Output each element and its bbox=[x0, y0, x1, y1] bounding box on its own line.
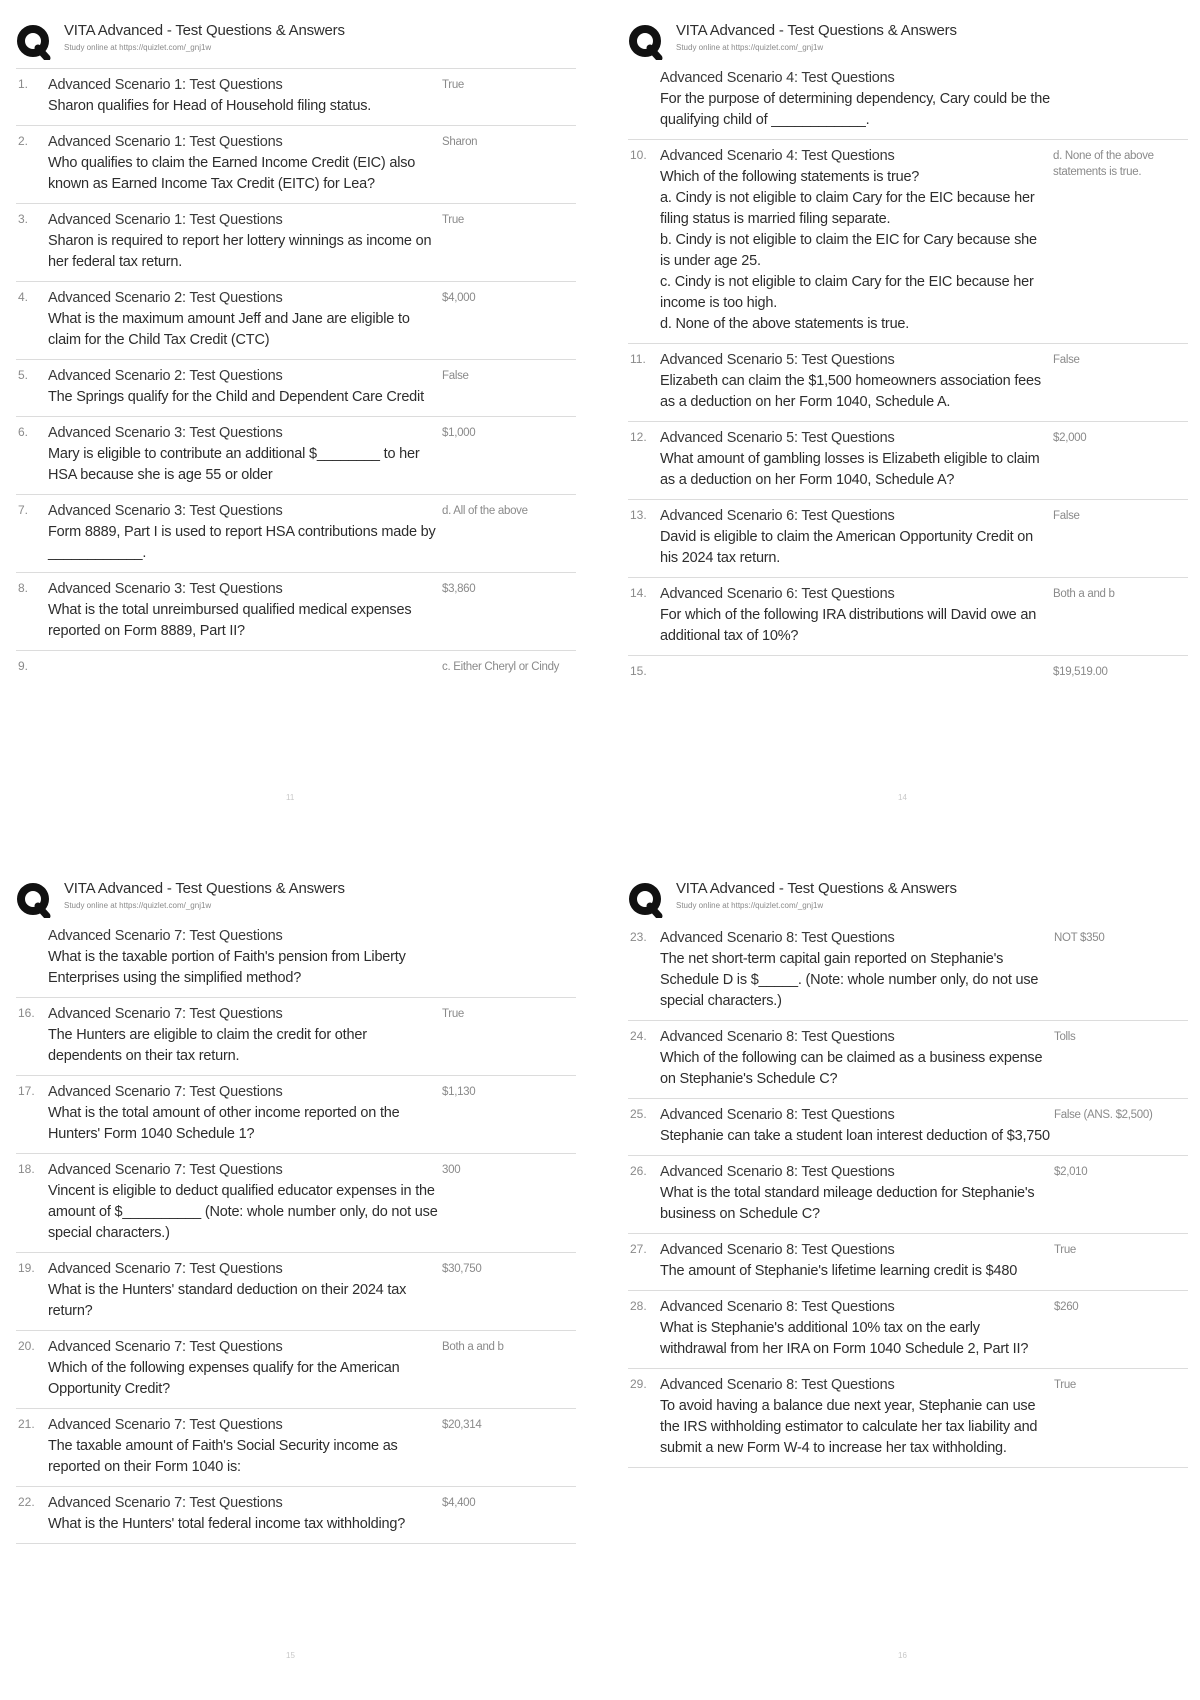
qa-item-29 bbox=[628, 1369, 1188, 1468]
question-text: Elizabeth can claim the $1,500 homeowners association fees as a deduction on her Form 1040, Schedule A. bbox=[660, 373, 1041, 410]
page-number: 15 bbox=[286, 1651, 295, 1660]
page-header bbox=[16, 22, 576, 66]
qa-item-7 bbox=[16, 495, 576, 573]
question-text: The Springs qualify for the Child and Dependent Care Credit bbox=[48, 389, 424, 405]
qa-item-4 bbox=[16, 282, 576, 360]
question-text: What is Stephanie's additional 10% tax on the early withdrawal from her IRA on Form 1040 Schedule 2, Part II? bbox=[660, 1320, 1029, 1357]
question-title: Advanced Scenario 7: Test Questions bbox=[48, 928, 283, 944]
question-number: 7. bbox=[18, 503, 29, 517]
document-title: VITA Advanced - Test Questions & Answers bbox=[676, 22, 957, 39]
question-text: What amount of gambling losses is Elizabeth eligible to claim as a deduction on her Form 1040, Schedule A? bbox=[660, 451, 1040, 488]
qa-item-16 bbox=[16, 998, 576, 1076]
question-text: The net short-term capital gain reported on Stephanie's Schedule D is $_____. (Note: whole number only, do not use special characters.) bbox=[660, 951, 1039, 1009]
question-title: Advanced Scenario 1: Test Questions bbox=[48, 212, 283, 228]
question-title: Advanced Scenario 2: Test Questions bbox=[48, 368, 283, 384]
qa-item-5 bbox=[16, 360, 576, 417]
quizlet-logo-icon bbox=[16, 24, 52, 60]
question-number: 17. bbox=[18, 1084, 35, 1098]
answer-text: Both a and b bbox=[442, 1341, 504, 1353]
question-title: Advanced Scenario 2: Test Questions bbox=[48, 290, 283, 306]
question-title: Advanced Scenario 1: Test Questions bbox=[48, 77, 283, 93]
page-header bbox=[628, 22, 1188, 66]
answer-text: False bbox=[442, 370, 469, 382]
question-title: Advanced Scenario 4: Test Questions bbox=[660, 70, 895, 86]
answer-text: $3,860 bbox=[442, 583, 476, 595]
answer-text: d. All of the above bbox=[442, 505, 528, 517]
question-number: 16. bbox=[18, 1006, 35, 1020]
question-number: 26. bbox=[630, 1164, 647, 1178]
question-text: The amount of Stephanie's lifetime learning credit is $480 bbox=[660, 1263, 1018, 1279]
qa-item-1 bbox=[16, 68, 576, 126]
answer-text: NOT $350 bbox=[1054, 932, 1105, 944]
question-number: 12. bbox=[630, 430, 647, 444]
question-text: To avoid having a balance due next year, Stephanie can use the IRS withholding estimator to calculate her tax liability and submit a new Form W-4 to increase her tax withholding. bbox=[660, 1398, 1038, 1456]
page-number: 14 bbox=[898, 793, 907, 802]
qa-item-15 bbox=[628, 656, 1188, 696]
answer-text: $4,400 bbox=[442, 1497, 476, 1509]
answer-text: d. None of the above statements is true. bbox=[1053, 150, 1154, 178]
qa-list bbox=[628, 926, 1188, 1468]
answer-text: $2,010 bbox=[1054, 1166, 1088, 1178]
document-title: VITA Advanced - Test Questions & Answers bbox=[64, 22, 345, 39]
document-page-4 bbox=[628, 880, 1188, 1680]
page-number: 11 bbox=[286, 793, 295, 802]
answer-option-c: c. Cindy is not eligible to claim Cary for the EIC because her income is too high. bbox=[660, 274, 1034, 311]
question-title: Advanced Scenario 6: Test Questions bbox=[660, 586, 895, 602]
question-text: For the purpose of determining dependency, Cary could be the qualifying child of ____________. bbox=[660, 91, 1050, 128]
question-text: Sharon is required to report her lottery winnings as income on her federal tax return. bbox=[48, 233, 432, 270]
question-text: Which of the following can be claimed as a business expense on Stephanie's Schedule C? bbox=[660, 1050, 1043, 1087]
question-title: Advanced Scenario 8: Test Questions bbox=[660, 1164, 895, 1180]
qa-item-11 bbox=[628, 344, 1188, 422]
page-number: 16 bbox=[898, 1651, 907, 1660]
qa-item-27 bbox=[628, 1234, 1188, 1291]
question-number: 6. bbox=[18, 425, 29, 439]
quizlet-logo-icon bbox=[628, 882, 664, 918]
document-subtitle: Study online at https://quizlet.com/_gnj1w bbox=[676, 43, 824, 52]
answer-text: $19,519.00 bbox=[1053, 666, 1108, 678]
question-text: What is the taxable portion of Faith's pension from Liberty Enterprises using the simplified method? bbox=[48, 949, 406, 986]
document-subtitle: Study online at https://quizlet.com/_gnj1w bbox=[64, 43, 212, 52]
qa-item-8 bbox=[16, 573, 576, 651]
answer-text: c. Either Cheryl or Cindy bbox=[442, 661, 560, 673]
question-title: Advanced Scenario 8: Test Questions bbox=[660, 1107, 895, 1123]
answer-text: False bbox=[1053, 510, 1080, 522]
answer-text: True bbox=[1054, 1244, 1077, 1256]
answer-text: Sharon bbox=[442, 136, 478, 148]
question-number: 14. bbox=[630, 586, 647, 600]
question-number: 22. bbox=[18, 1495, 35, 1509]
qa-list bbox=[16, 68, 576, 691]
answer-text: $4,000 bbox=[442, 292, 476, 304]
qa-item-23 bbox=[628, 926, 1188, 1021]
qa-list bbox=[628, 68, 1188, 696]
question-number: 1. bbox=[18, 77, 29, 91]
qa-item-6 bbox=[16, 417, 576, 495]
qa-item-24 bbox=[628, 1021, 1188, 1099]
question-title: Advanced Scenario 7: Test Questions bbox=[48, 1084, 283, 1100]
question-title: Advanced Scenario 8: Test Questions bbox=[660, 1242, 895, 1258]
question-title: Advanced Scenario 3: Test Questions bbox=[48, 581, 283, 597]
question-text: Mary is eligible to contribute an additional $________ to her HSA because she is age 55 or older bbox=[48, 446, 420, 483]
question-text: What is the maximum amount Jeff and Jane are eligible to claim for the Child Tax Credit (CTC) bbox=[48, 311, 410, 348]
page-header bbox=[16, 880, 576, 924]
answer-option-a: a. Cindy is not eligible to claim Cary for the EIC because her filing status is married filing separate. bbox=[660, 190, 1035, 227]
question-number: 24. bbox=[630, 1029, 647, 1043]
document-subtitle: Study online at https://quizlet.com/_gnj1w bbox=[64, 901, 212, 910]
question-number: 11. bbox=[630, 352, 646, 366]
question-text: What is the Hunters' standard deduction on their 2024 tax return? bbox=[48, 1282, 407, 1319]
qa-item-10 bbox=[628, 140, 1188, 344]
question-text: Which of the following statements is true? bbox=[660, 169, 920, 185]
question-text: Stephanie can take a student loan interest deduction of $3,750 bbox=[660, 1128, 1050, 1144]
qa-item-26 bbox=[628, 1156, 1188, 1234]
question-title: Advanced Scenario 4: Test Questions bbox=[660, 148, 895, 164]
question-text: What is the Hunters' total federal income tax withholding? bbox=[48, 1516, 406, 1532]
qa-item-14 bbox=[628, 578, 1188, 656]
qa-item-20 bbox=[16, 1331, 576, 1409]
document-title: VITA Advanced - Test Questions & Answers bbox=[676, 880, 957, 897]
question-number: 3. bbox=[18, 212, 29, 226]
question-title: Advanced Scenario 7: Test Questions bbox=[48, 1261, 283, 1277]
answer-text: $30,750 bbox=[442, 1263, 482, 1275]
answer-option-b: b. Cindy is not eligible to claim the EIC for Cary because she is under age 25. bbox=[660, 232, 1037, 269]
question-number: 25. bbox=[630, 1107, 647, 1121]
answer-option-d: d. None of the above statements is true. bbox=[660, 316, 910, 332]
question-number: 21. bbox=[18, 1417, 35, 1431]
question-number: 23. bbox=[630, 930, 647, 944]
question-number: 10. bbox=[630, 148, 647, 162]
qa-item-19 bbox=[16, 1253, 576, 1331]
question-number: 9. bbox=[18, 659, 29, 673]
question-title: Advanced Scenario 8: Test Questions bbox=[660, 1029, 895, 1045]
page-header bbox=[628, 880, 1188, 924]
question-title: Advanced Scenario 5: Test Questions bbox=[660, 352, 895, 368]
qa-item-9 bbox=[16, 651, 576, 691]
document-title: VITA Advanced - Test Questions & Answers bbox=[64, 880, 345, 897]
question-number: 4. bbox=[18, 290, 29, 304]
question-text: The taxable amount of Faith's Social Security income as reported on their Form 1040 is: bbox=[48, 1438, 398, 1475]
question-text: For which of the following IRA distributions will David owe an additional tax of 10%? bbox=[660, 607, 1037, 644]
qa-item-28 bbox=[628, 1291, 1188, 1369]
answer-text: $260 bbox=[1054, 1301, 1079, 1313]
document-page-3 bbox=[16, 880, 576, 1680]
qa-item-3 bbox=[16, 204, 576, 282]
document-page-1 bbox=[16, 22, 576, 822]
answer-text: Both a and b bbox=[1053, 588, 1115, 600]
qa-item-13 bbox=[628, 500, 1188, 578]
question-number: 29. bbox=[630, 1377, 647, 1391]
question-title: Advanced Scenario 7: Test Questions bbox=[48, 1417, 283, 1433]
question-title: Advanced Scenario 6: Test Questions bbox=[660, 508, 895, 524]
answer-text: $2,000 bbox=[1053, 432, 1087, 444]
question-title: Advanced Scenario 5: Test Questions bbox=[660, 430, 895, 446]
answer-text: 300 bbox=[442, 1164, 461, 1176]
question-title: Advanced Scenario 3: Test Questions bbox=[48, 425, 283, 441]
answer-text: Tolls bbox=[1054, 1031, 1076, 1043]
question-text: What is the total unreimbursed qualified medical expenses reported on Form 8889, Part II? bbox=[48, 602, 412, 639]
answer-text: True bbox=[442, 1008, 465, 1020]
qa-item-continued bbox=[16, 926, 576, 998]
question-title: Advanced Scenario 7: Test Questions bbox=[48, 1339, 283, 1355]
question-number: 5. bbox=[18, 368, 29, 382]
question-text: What is the total amount of other income reported on the Hunters' Form 1040 Schedule 1? bbox=[48, 1105, 400, 1142]
question-number: 2. bbox=[18, 134, 29, 148]
qa-item-2 bbox=[16, 126, 576, 204]
question-number: 13. bbox=[630, 508, 647, 522]
qa-item-21 bbox=[16, 1409, 576, 1487]
qa-item-17 bbox=[16, 1076, 576, 1154]
quizlet-logo-icon bbox=[16, 882, 52, 918]
question-title: Advanced Scenario 8: Test Questions bbox=[660, 1299, 895, 1315]
qa-item-12 bbox=[628, 422, 1188, 500]
question-text: David is eligible to claim the American Opportunity Credit on his 2024 tax return. bbox=[660, 529, 1034, 566]
answer-text: True bbox=[1054, 1379, 1077, 1391]
document-subtitle: Study online at https://quizlet.com/_gnj1w bbox=[676, 901, 824, 910]
question-text: Which of the following expenses qualify for the American Opportunity Credit? bbox=[48, 1360, 400, 1397]
question-text: Vincent is eligible to deduct qualified educator expenses in the amount of $__________ (Note: whole number only, do not use special characters.) bbox=[48, 1183, 438, 1241]
question-number: 15. bbox=[630, 664, 647, 678]
question-text: Who qualifies to claim the Earned Income Credit (EIC) also known as Earned Income Tax Credit (EITC) for Lea? bbox=[48, 155, 416, 192]
question-title: Advanced Scenario 7: Test Questions bbox=[48, 1495, 283, 1511]
qa-item-continued bbox=[628, 68, 1188, 140]
question-title: Advanced Scenario 8: Test Questions bbox=[660, 1377, 895, 1393]
question-title: Advanced Scenario 1: Test Questions bbox=[48, 134, 283, 150]
answer-text: False bbox=[1053, 354, 1080, 366]
answer-text: True bbox=[442, 214, 465, 226]
answer-text: $1,000 bbox=[442, 427, 476, 439]
question-number: 27. bbox=[630, 1242, 647, 1256]
quizlet-logo-icon bbox=[628, 24, 664, 60]
answer-text: $20,314 bbox=[442, 1419, 482, 1431]
qa-list bbox=[16, 926, 576, 1544]
question-text: What is the total standard mileage deduction for Stephanie's business on Schedule C? bbox=[660, 1185, 1035, 1222]
question-title: Advanced Scenario 7: Test Questions bbox=[48, 1006, 283, 1022]
question-title: Advanced Scenario 7: Test Questions bbox=[48, 1162, 283, 1178]
question-number: 8. bbox=[18, 581, 29, 595]
question-number: 28. bbox=[630, 1299, 647, 1313]
question-title: Advanced Scenario 3: Test Questions bbox=[48, 503, 283, 519]
qa-item-22 bbox=[16, 1487, 576, 1544]
question-text: The Hunters are eligible to claim the credit for other dependents on their tax return. bbox=[48, 1027, 367, 1064]
answer-text: True bbox=[442, 79, 465, 91]
qa-item-25 bbox=[628, 1099, 1188, 1156]
question-number: 18. bbox=[18, 1162, 35, 1176]
question-text: Sharon qualifies for Head of Household filing status. bbox=[48, 98, 372, 114]
document-page-2 bbox=[628, 22, 1188, 822]
question-text: Form 8889, Part I is used to report HSA contributions made by ____________. bbox=[48, 524, 436, 561]
answer-text: False (ANS. $2,500) bbox=[1054, 1109, 1153, 1121]
question-title: Advanced Scenario 8: Test Questions bbox=[660, 930, 895, 946]
qa-item-18 bbox=[16, 1154, 576, 1253]
answer-text: $1,130 bbox=[442, 1086, 476, 1098]
question-number: 19. bbox=[18, 1261, 35, 1275]
question-number: 20. bbox=[18, 1339, 35, 1353]
